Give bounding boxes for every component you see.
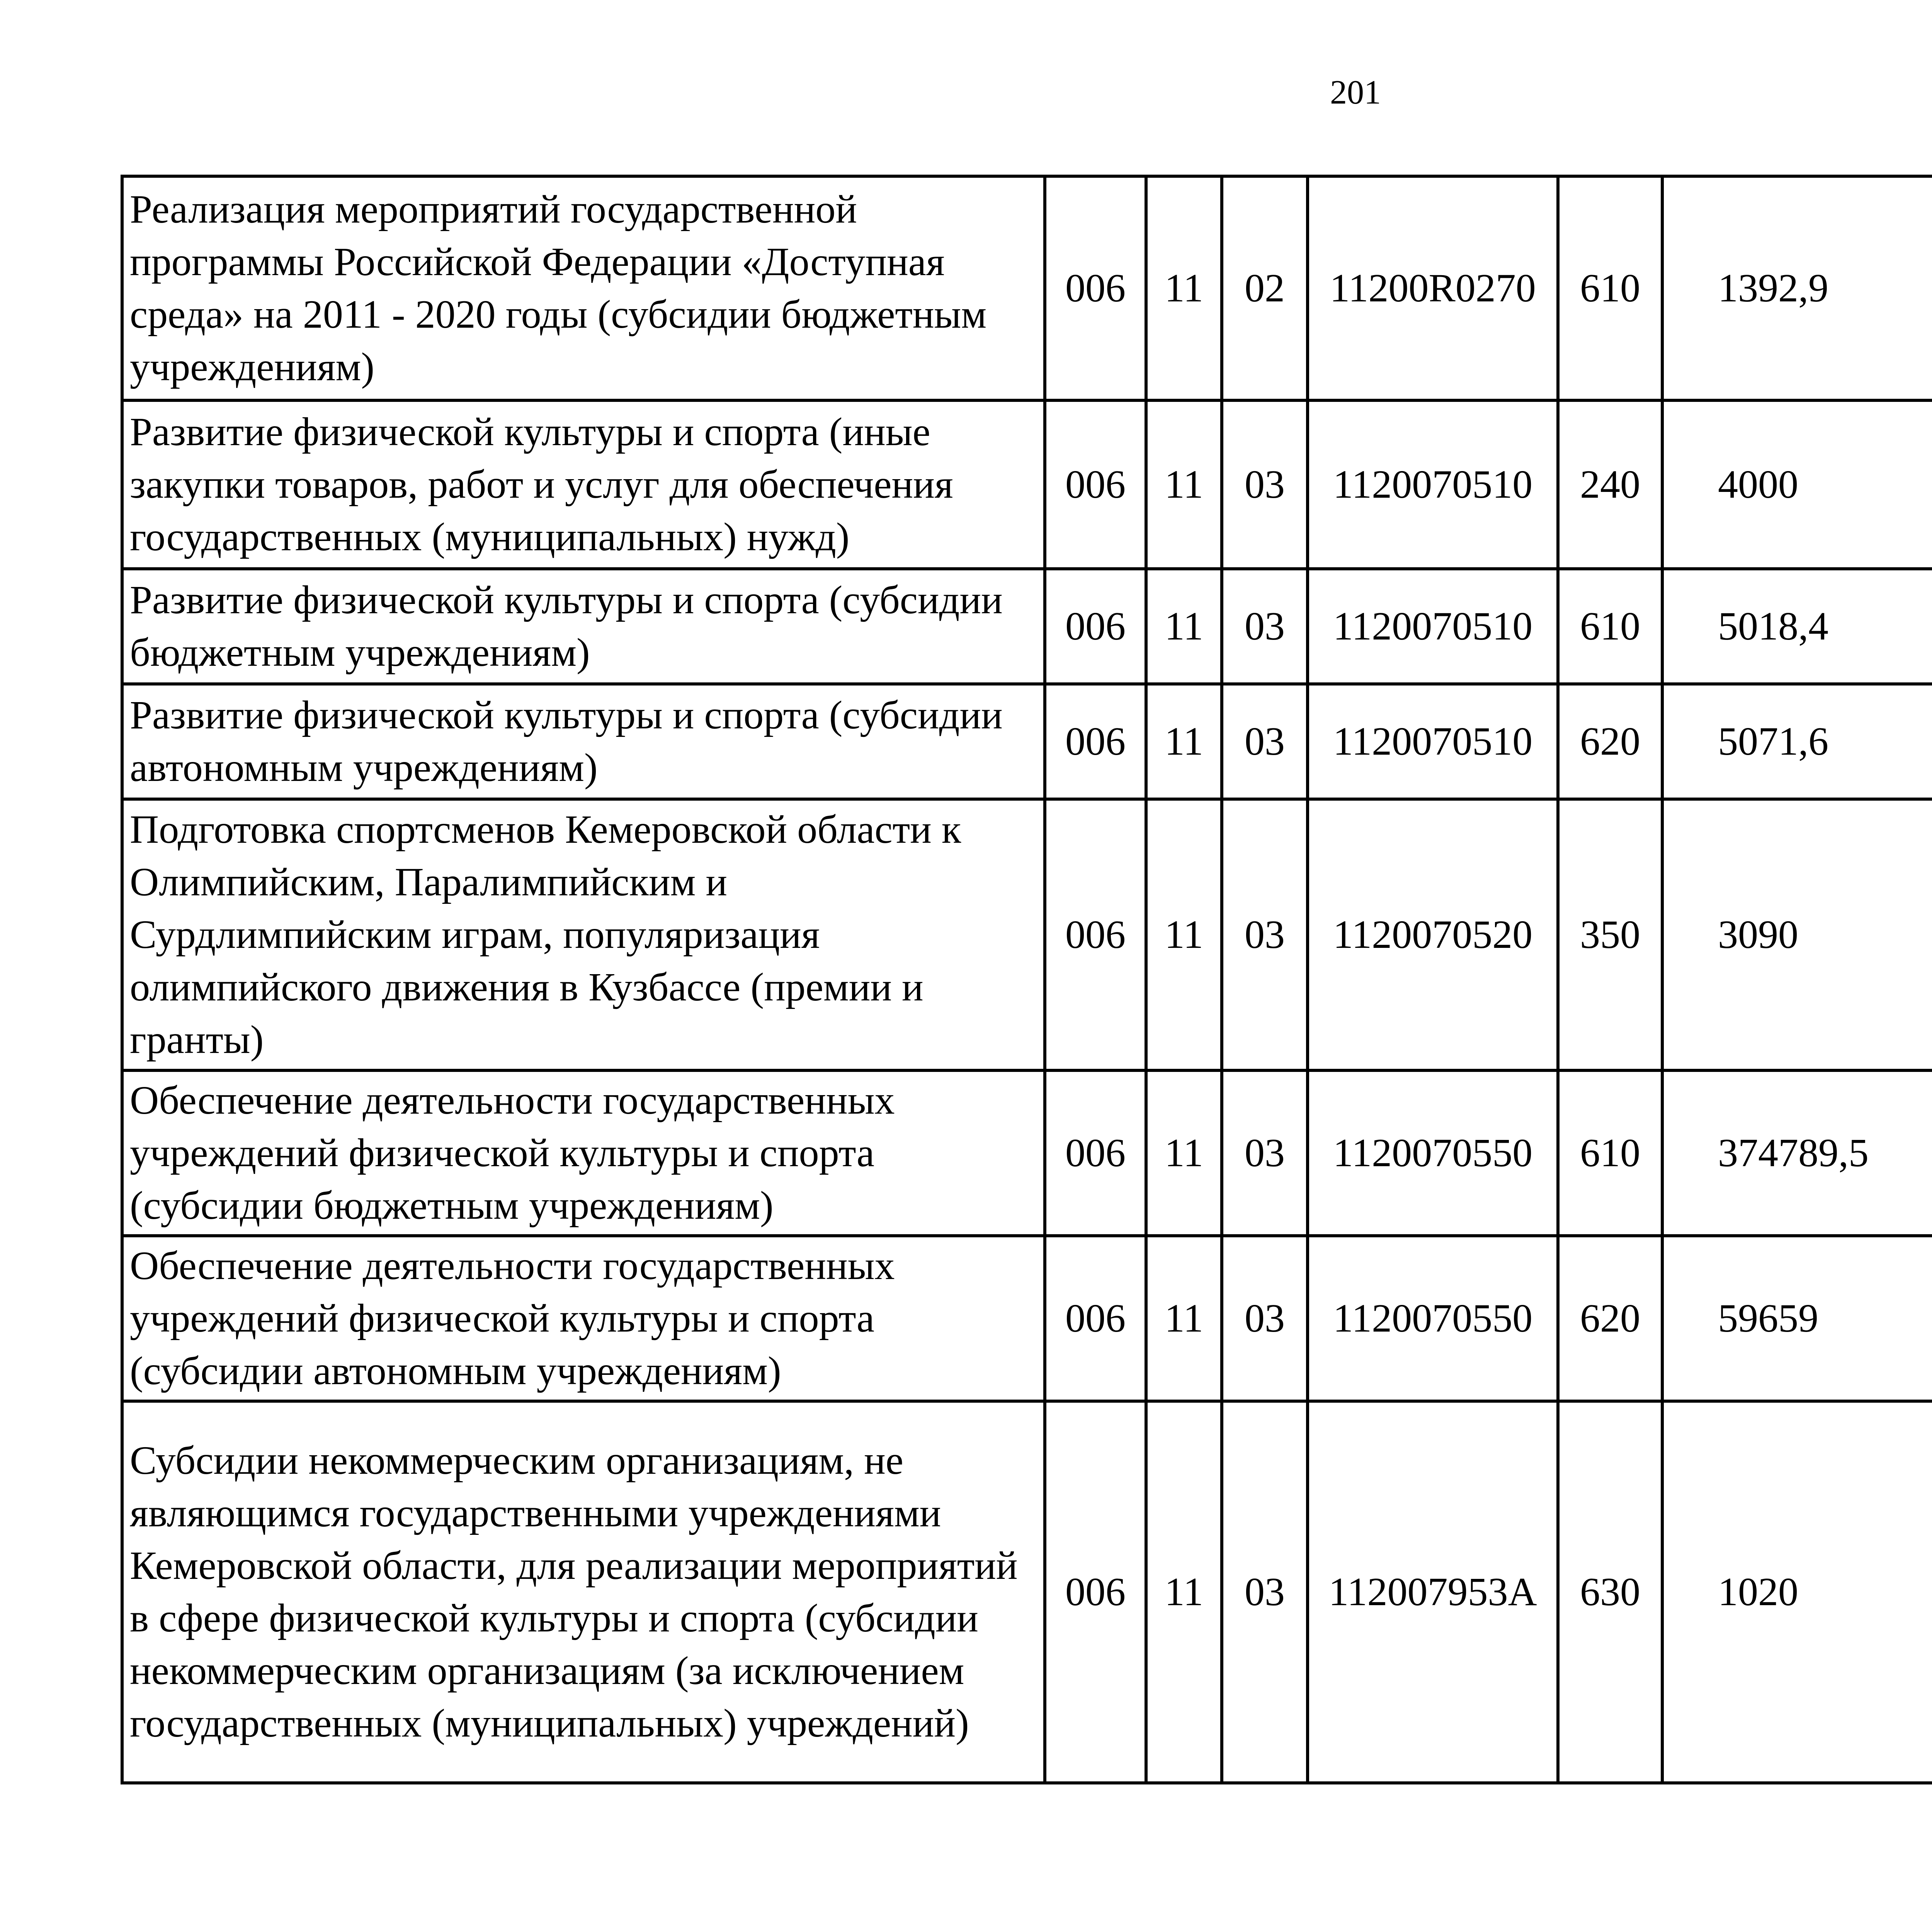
row-name: Развитие физической культуры и спорта (субсидии бюджетным учреждениям)	[122, 569, 1045, 684]
table-row	[122, 1070, 1932, 1236]
section-code: 11	[1146, 1236, 1222, 1401]
table-row	[122, 1236, 1932, 1401]
subsection-code: 03	[1222, 1401, 1308, 1783]
section-code: 11	[1146, 684, 1222, 799]
expense-type-code: 620	[1558, 684, 1662, 799]
subsection-code: 03	[1222, 799, 1308, 1070]
target-article-code: 1120070510	[1308, 569, 1558, 684]
section-code: 11	[1146, 176, 1222, 400]
amount-year-1: 374789,5	[1662, 1070, 1932, 1236]
amount-year-1: 1392,9	[1662, 176, 1932, 400]
subsection-code: 03	[1222, 1070, 1308, 1236]
target-article-code: 1120070510	[1308, 400, 1558, 569]
target-article-code: 1120070520	[1308, 799, 1558, 1070]
table-row	[122, 684, 1932, 799]
expense-type-code: 610	[1558, 1070, 1662, 1236]
dept-code: 006	[1045, 1236, 1146, 1401]
target-article-code: 112007953A	[1308, 1401, 1558, 1783]
subsection-code: 03	[1222, 400, 1308, 569]
table-row	[122, 176, 1932, 400]
row-name: Реализация мероприятий государственной программы Российской Федерации «Доступная среда» на 2011 - 2020 годы (субсидии бюджетным учреждениям)	[122, 176, 1045, 400]
subsection-code: 03	[1222, 1236, 1308, 1401]
dept-code: 006	[1045, 400, 1146, 569]
expense-type-code: 610	[1558, 176, 1662, 400]
section-code: 11	[1146, 569, 1222, 684]
section-code: 11	[1146, 799, 1222, 1070]
row-name: Обеспечение деятельности государственных учреждений физической культуры и спорта (субсидии бюджетным учреждениям)	[122, 1070, 1045, 1236]
table-row	[122, 569, 1932, 684]
table-row	[122, 400, 1932, 569]
row-name: Обеспечение деятельности государственных учреждений физической культуры и спорта (субсидии автономным учреждениям)	[122, 1236, 1045, 1401]
expense-type-code: 630	[1558, 1401, 1662, 1783]
budget-table	[121, 175, 1932, 1784]
subsection-code: 03	[1222, 684, 1308, 799]
expense-type-code: 610	[1558, 569, 1662, 684]
page-number: 201	[1330, 74, 1381, 111]
dept-code: 006	[1045, 1401, 1146, 1783]
amount-year-1: 3090	[1662, 799, 1932, 1070]
expense-type-code: 350	[1558, 799, 1662, 1070]
expense-type-code: 620	[1558, 1236, 1662, 1401]
amount-year-1: 4000	[1662, 400, 1932, 569]
section-code: 11	[1146, 400, 1222, 569]
row-name: Субсидии некоммерческим организациям, не являющимся государственными учреждениями Кемеровской области, для реализации мероприятий в сфере физической культуры и спорта (субсидии некоммерческим организациям (за исключением государственных (муниципальных) учреждений)	[122, 1401, 1045, 1783]
dept-code: 006	[1045, 799, 1146, 1070]
amount-year-1: 1020	[1662, 1401, 1932, 1783]
table-row	[122, 799, 1932, 1070]
dept-code: 006	[1045, 1070, 1146, 1236]
table-row	[122, 1401, 1932, 1783]
target-article-code: 11200R0270	[1308, 176, 1558, 400]
target-article-code: 1120070550	[1308, 1236, 1558, 1401]
subsection-code: 02	[1222, 176, 1308, 400]
row-name: Развитие физической культуры и спорта (иные закупки товаров, работ и услуг для обеспечения государственных (муниципальных) нужд)	[122, 400, 1045, 569]
dept-code: 006	[1045, 684, 1146, 799]
dept-code: 006	[1045, 569, 1146, 684]
target-article-code: 1120070510	[1308, 684, 1558, 799]
subsection-code: 03	[1222, 569, 1308, 684]
section-code: 11	[1146, 1070, 1222, 1236]
target-article-code: 1120070550	[1308, 1070, 1558, 1236]
dept-code: 006	[1045, 176, 1146, 400]
row-name: Подготовка спортсменов Кемеровской области к Олимпийским, Паралимпийским и Сурдлимпийским играм, популяризация олимпийского движения в Кузбассе (премии и гранты)	[122, 799, 1045, 1070]
amount-year-1: 5071,6	[1662, 684, 1932, 799]
row-name: Развитие физической культуры и спорта (субсидии автономным учреждениям)	[122, 684, 1045, 799]
amount-year-1: 5018,4	[1662, 569, 1932, 684]
section-code: 11	[1146, 1401, 1222, 1783]
expense-type-code: 240	[1558, 400, 1662, 569]
amount-year-1: 59659	[1662, 1236, 1932, 1401]
